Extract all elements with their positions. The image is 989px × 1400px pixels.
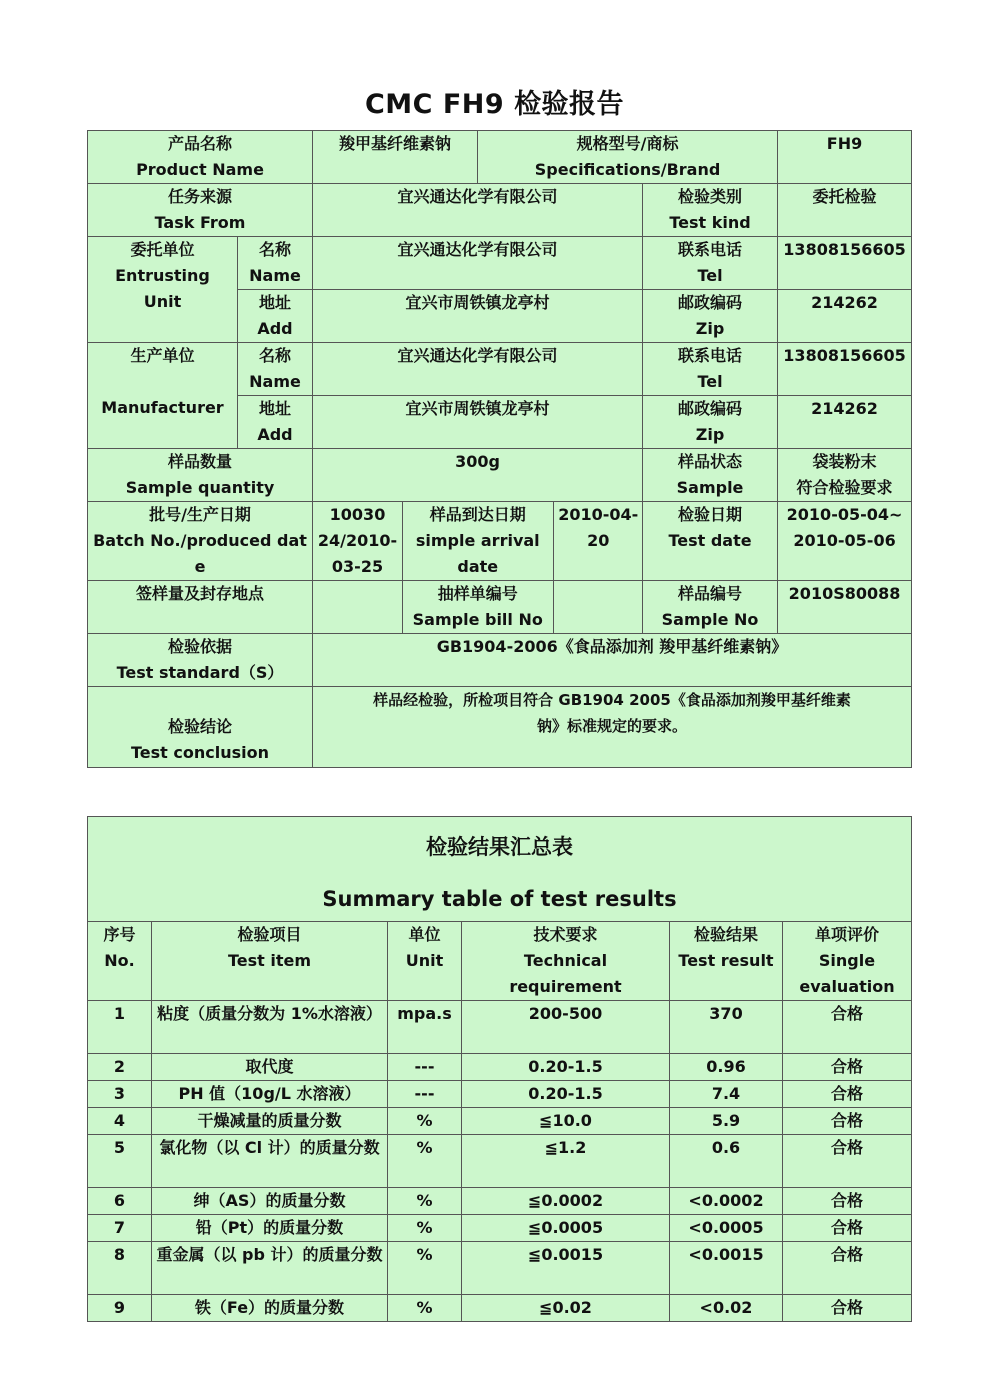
task-from-value: 宜兴通达化学有限公司 xyxy=(313,184,643,237)
table-row xyxy=(88,343,912,396)
row-no: 2 xyxy=(88,1054,152,1081)
summary-header-row xyxy=(88,922,912,1001)
product-name-label: 产品名称 Product Name xyxy=(88,131,313,184)
row-requirement: ≦0.0015 xyxy=(462,1242,670,1295)
header-no: 序号 No. xyxy=(88,922,152,1001)
row-requirement: ≦0.0005 xyxy=(462,1215,670,1242)
row-unit: mpa.s xyxy=(388,1001,462,1054)
row-result: <0.0015 xyxy=(670,1242,783,1295)
entrusting-unit-label: 委托单位 Entrusting Unit xyxy=(88,237,238,343)
row-result: 0.96 xyxy=(670,1054,783,1081)
test-kind-value: 委托检验 xyxy=(778,184,912,237)
table-row xyxy=(88,1295,912,1322)
summary-title: 检验结果汇总表 Summary table of test results xyxy=(88,817,912,922)
row-evaluation: 合格 xyxy=(783,1188,912,1215)
row-item: PH 值（10g/L 水溶液） xyxy=(152,1081,388,1108)
batch-label: 批号/生产日期 Batch No./produced date xyxy=(88,502,313,581)
table-row xyxy=(88,634,912,687)
arrival-label: 样品到达日期 simple arrival date xyxy=(403,502,553,580)
row-evaluation: 合格 xyxy=(783,1242,912,1295)
row-item: 绅（AS）的质量分数 xyxy=(152,1188,388,1215)
manufacturer-zip-label: 邮政编码 Zip xyxy=(643,396,778,449)
conclusion-label: 检验结论 Test conclusion xyxy=(88,687,313,768)
task-from-label: 任务来源 Task From xyxy=(88,184,313,237)
row-result: <0.0002 xyxy=(670,1188,783,1215)
table-row xyxy=(88,1081,912,1108)
row-item: 铁（Fe）的质量分数 xyxy=(152,1295,388,1322)
row-no: 6 xyxy=(88,1188,152,1215)
row-result: 5.9 xyxy=(670,1108,783,1135)
sampling-place-value xyxy=(313,581,403,634)
report-table xyxy=(87,130,912,768)
test-kind-label: 检验类别 Test kind xyxy=(643,184,778,237)
row-no: 5 xyxy=(88,1135,152,1188)
table-row xyxy=(88,1215,912,1242)
arrival-value: 2010-04-20 xyxy=(558,505,639,550)
sample-state-value: 袋装粉末 符合检验要求 xyxy=(778,449,912,502)
entrusting-add-value: 宜兴市周铁镇龙亭村 xyxy=(313,290,643,343)
manufacturer-name-value: 宜兴通达化学有限公司 xyxy=(313,343,643,396)
arrival-group xyxy=(403,502,643,581)
test-date-value: 2010-05-04~ 2010-05-06 xyxy=(778,502,912,581)
batch-value: 10030 24/2010- 03-25 xyxy=(313,502,403,581)
header-unit: 单位 Unit xyxy=(388,922,462,1001)
sample-quantity-value: 300g xyxy=(313,449,643,502)
table-row xyxy=(88,1188,912,1215)
row-requirement: ≦10.0 xyxy=(462,1108,670,1135)
row-unit: % xyxy=(388,1188,462,1215)
entrusting-zip-label: 邮政编码 Zip xyxy=(643,290,778,343)
header-requirement: 技术要求 Technical requirement xyxy=(462,922,670,1001)
table-row xyxy=(88,687,912,768)
manufacturer-zip-value: 214262 xyxy=(778,396,912,449)
sample-state-label: 样品状态 Sample xyxy=(643,449,778,502)
header-item: 检验项目 Test item xyxy=(152,922,388,1001)
entrusting-name-value: 宜兴通达化学有限公司 xyxy=(313,237,643,290)
row-requirement: ≦1.2 xyxy=(462,1135,670,1188)
row-result: <0.02 xyxy=(670,1295,783,1322)
row-unit: % xyxy=(388,1135,462,1188)
manufacturer-add-label: 地址 Add xyxy=(238,396,313,449)
table-row xyxy=(88,581,912,634)
summary-title-row xyxy=(88,817,912,922)
entrusting-name-label: 名称 Name xyxy=(238,237,313,290)
row-item: 氯化物（以 Cl 计）的质量分数 xyxy=(152,1135,388,1188)
row-no: 1 xyxy=(88,1001,152,1054)
row-no: 8 xyxy=(88,1242,152,1295)
row-result: 0.6 xyxy=(670,1135,783,1188)
row-no: 7 xyxy=(88,1215,152,1242)
row-evaluation: 合格 xyxy=(783,1081,912,1108)
table-row xyxy=(88,184,912,237)
row-unit: % xyxy=(388,1215,462,1242)
header-result: 检验结果 Test result xyxy=(670,922,783,1001)
row-unit: % xyxy=(388,1108,462,1135)
manufacturer-label: 生产单位 Manufacturer xyxy=(88,343,238,449)
row-requirement: ≦0.02 xyxy=(462,1295,670,1322)
sample-bill-value xyxy=(553,581,643,633)
manufacturer-name-label: 名称 Name xyxy=(238,343,313,396)
sample-bill-label: 抽样单编号 Sample bill No xyxy=(403,581,553,633)
row-evaluation: 合格 xyxy=(783,1135,912,1188)
sample-no-value: 2010S80088 xyxy=(778,581,912,634)
row-item: 取代度 xyxy=(152,1054,388,1081)
row-no: 9 xyxy=(88,1295,152,1322)
row-item: 粘度（质量分数为 1%水溶液） xyxy=(152,1001,388,1054)
entrusting-tel-label: 联系电话 Tel xyxy=(643,237,778,290)
summary-table xyxy=(87,816,912,1322)
entrusting-add-label: 地址 Add xyxy=(238,290,313,343)
page-title: CMC FH9 检验报告 xyxy=(364,89,625,120)
table-row xyxy=(88,1054,912,1081)
table-row xyxy=(88,1108,912,1135)
table-row xyxy=(88,237,912,290)
table-row xyxy=(88,449,912,502)
sample-quantity-label: 样品数量 Sample quantity xyxy=(88,449,313,502)
row-result: <0.0005 xyxy=(670,1215,783,1242)
product-name-value: 羧甲基纤维素钠 xyxy=(313,131,478,184)
table-row xyxy=(88,1001,912,1054)
row-requirement: 0.20-1.5 xyxy=(462,1054,670,1081)
row-evaluation: 合格 xyxy=(783,1215,912,1242)
conclusion-value: 样品经检验，所检项目符合 GB1904 2005《食品添加剂羧甲基纤维素 钠》标准规定的要求。 xyxy=(313,687,912,768)
row-evaluation: 合格 xyxy=(783,1295,912,1322)
manufacturer-add-value: 宜兴市周铁镇龙亭村 xyxy=(313,396,643,449)
row-requirement: ≦0.0002 xyxy=(462,1188,670,1215)
sample-no-label: 样品编号 Sample No xyxy=(643,581,778,634)
entrusting-tel-value: 13808156605 xyxy=(778,237,912,290)
test-date-label: 检验日期 Test date xyxy=(643,502,778,581)
row-unit: --- xyxy=(388,1054,462,1081)
row-evaluation: 合格 xyxy=(783,1054,912,1081)
sample-bill-group xyxy=(403,581,643,634)
manufacturer-tel-value: 13808156605 xyxy=(778,343,912,396)
standard-label: 检验依据 Test standard（S） xyxy=(88,634,313,687)
entrusting-zip-value: 214262 xyxy=(778,290,912,343)
spec-brand-value: FH9 xyxy=(778,131,912,184)
row-item: 干燥减量的质量分数 xyxy=(152,1108,388,1135)
spec-brand-label: 规格型号/商标 Specifications/Brand xyxy=(478,131,778,184)
row-requirement: 0.20-1.5 xyxy=(462,1081,670,1108)
row-evaluation: 合格 xyxy=(783,1108,912,1135)
sampling-place-label: 签样量及封存地点 xyxy=(88,581,313,634)
table-row xyxy=(88,131,912,184)
row-item: 重金属（以 pb 计）的质量分数 xyxy=(152,1242,388,1295)
row-no: 3 xyxy=(88,1081,152,1108)
row-result: 370 xyxy=(670,1001,783,1054)
row-unit: % xyxy=(388,1295,462,1322)
table-row xyxy=(88,1135,912,1188)
row-item: 铅（Pt）的质量分数 xyxy=(152,1215,388,1242)
header-evaluation: 单项评价 Single evaluation xyxy=(783,922,912,1001)
standard-value: GB1904-2006《食品添加剂 羧甲基纤维素钠》 xyxy=(313,634,912,687)
table-row xyxy=(88,502,912,581)
row-evaluation: 合格 xyxy=(783,1001,912,1054)
row-requirement: 200-500 xyxy=(462,1001,670,1054)
row-unit: % xyxy=(388,1242,462,1295)
row-no: 4 xyxy=(88,1108,152,1135)
row-unit: --- xyxy=(388,1081,462,1108)
manufacturer-tel-label: 联系电话 Tel xyxy=(643,343,778,396)
table-row xyxy=(88,1242,912,1295)
row-result: 7.4 xyxy=(670,1081,783,1108)
